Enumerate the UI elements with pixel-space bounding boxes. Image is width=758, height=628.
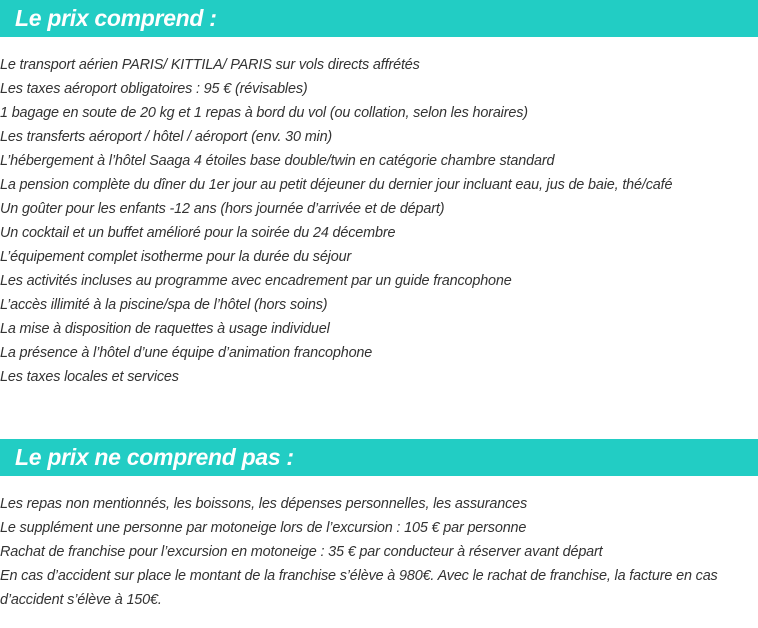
list-item: Les transferts aéroport / hôtel / aéroport (env. 30 min) bbox=[0, 129, 333, 145]
list-item: Le transport aérien PARIS/ KITTILA/ PARIS sur vols directs affrétés bbox=[0, 57, 420, 73]
list-item: Les activités incluses au programme avec encadrement par un guide francophone bbox=[0, 273, 512, 289]
list-item: Les repas non mentionnés, les boissons, les dépenses personnelles, les assurances bbox=[0, 496, 528, 512]
list-item: 1 bagage en soute de 20 kg et 1 repas à bord du vol (ou collation, selon les horaires) bbox=[0, 105, 528, 121]
list-item: Le supplément une personne par motoneige lors de l’excursion : 105 € par personne bbox=[0, 520, 527, 536]
list-item: La pension complète du dîner du 1er jour au petit déjeuner du dernier jour incluant eau, jus de baie, thé/café bbox=[0, 177, 673, 193]
list-item: En cas d’accident sur place le montant de la franchise s’élève à 980€. Avec le rachat de franchise, la facture en cas d’accident s’élève à 150€. bbox=[0, 568, 718, 608]
list-item: Un cocktail et un buffet amélioré pour la soirée du 24 décembre bbox=[0, 225, 396, 241]
list-item: La mise à disposition de raquettes à usage individuel bbox=[0, 321, 330, 337]
list-item: Les taxes aéroport obligatoires : 95 € (révisables) bbox=[0, 81, 308, 97]
included-list bbox=[0, 53, 750, 389]
list-item: Rachat de franchise pour l’excursion en motoneige : 35 € par conducteur à réserver avant départ bbox=[0, 544, 603, 560]
list-item: Les taxes locales et services bbox=[0, 369, 179, 385]
list-item: L’hébergement à l’hôtel Saaga 4 étoiles base double/twin en catégorie chambre standard bbox=[0, 153, 555, 169]
list-item: L’accès illimité à la piscine/spa de l’hôtel (hors soins) bbox=[0, 297, 328, 313]
not-included-section-title: Le prix ne comprend pas : bbox=[0, 439, 758, 476]
list-item: La présence à l’hôtel d’une équipe d’animation francophone bbox=[0, 345, 373, 361]
not-included-list bbox=[0, 492, 750, 612]
list-item: Un goûter pour les enfants -12 ans (hors journée d’arrivée et de départ) bbox=[0, 201, 445, 217]
included-section-title: Le prix comprend : bbox=[0, 0, 758, 37]
list-item: L’équipement complet isotherme pour la durée du séjour bbox=[0, 249, 352, 265]
